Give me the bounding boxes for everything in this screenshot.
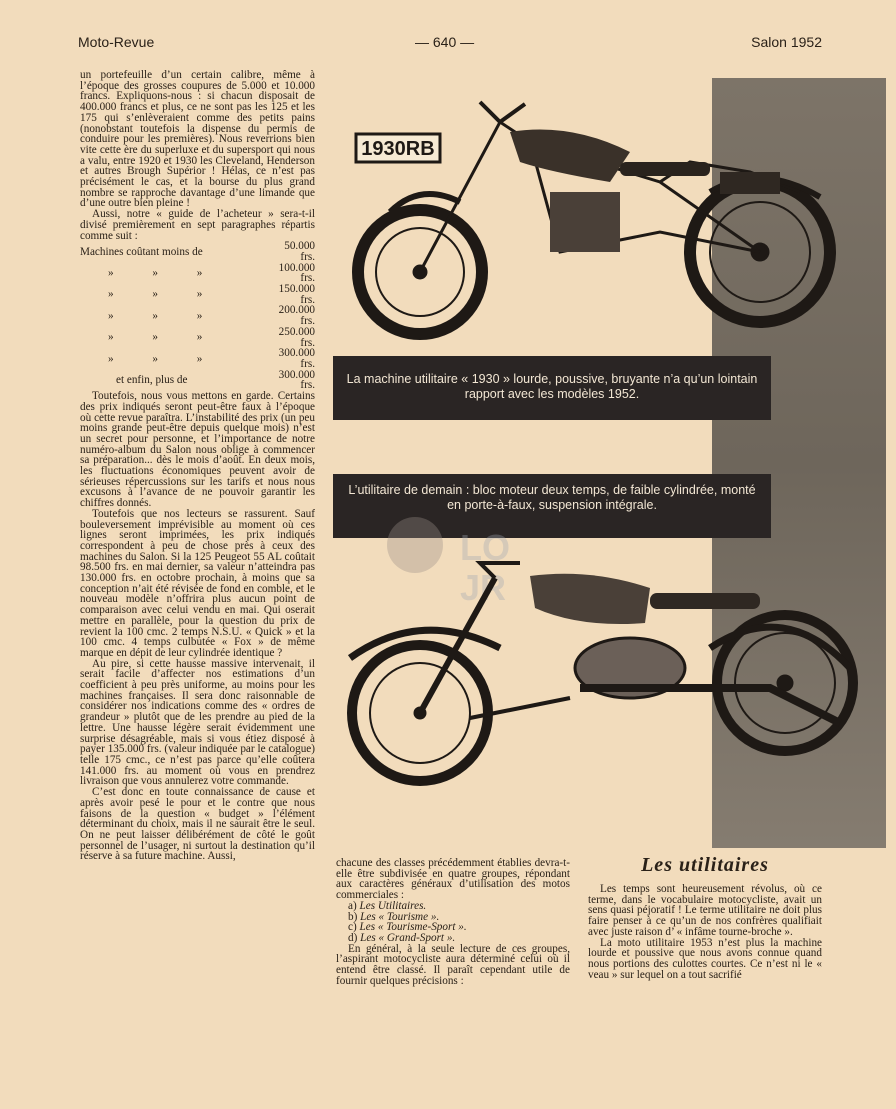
caption-1930-machine: La machine utilitaire « 1930 » lourde, poussive, bruyante n’a qu’un lointain rapport avec les modèles 1952. — [333, 356, 771, 420]
caption-future-utility: L’utilitaire de demain : bloc moteur deux temps, de faible cylindrée, monté en porte-à-faux, suspension intégrale. — [333, 474, 771, 538]
paragraph: Toutefois que nos lecteurs se rassurent. Sauf bouleversement imprévisible au moment où ces lignes seront imprimées, les prix indiqués correspondent à peu de chose près à ceux des machines du Salon. Si la 125 Peugeot 55 AL coûtait 98.500 frs. en mai dernier, sa valeur n’atteindra pas 130.000 frs. en octobre prochain, à moins que sa conception n’ait été révisée de fond en comble, et le nouveau modèle n’offrira plus aucun point de comparaison avec celui vendu en mai. Qui oserait mettre en parallèle, pour la question du prix de revient la 100 cmc. 2 temps N.S.U. « Quick » et la 100 cmc. 4 temps culbutée « Fox » de même marque en dépit de leur cylindrée identique ? — [80, 507, 315, 659]
paragraph: En général, à la seule lecture de ces groupes, l’aspirant motocycliste aura déterminé celui où il entend être classé. Il paraît cependant utile de fournir quelques précisions : — [336, 942, 570, 987]
svg-text:JR: JR — [460, 567, 507, 608]
middle-column — [336, 858, 570, 986]
paragraph: Les temps sont heureusement révolus, où ce terme, dans le vocabulaire motocycliste, avait un sens quasi péjoratif ! Le terme utilitaire ne doit plus faire penser à ce qu’un de nos confrères qualifiait avec juste raison d’ « infâme tourne-broche ». — [588, 883, 822, 938]
list-letter: b) — [348, 910, 358, 923]
paragraph: Aussi, notre « guide de l’acheteur » sera-t-il divisé premièrement en sept paragraphes répartis comme suit : — [80, 208, 315, 242]
price-row — [80, 370, 315, 391]
price-row — [80, 284, 315, 305]
license-plate-text: 1930RB — [361, 138, 435, 160]
left-column — [80, 70, 315, 862]
list-text: Les « Tourisme-Sport ». — [359, 921, 467, 934]
list-letter: a) — [348, 899, 357, 912]
list-text: Les « Grand-Sport ». — [360, 931, 456, 944]
paragraph: C’est donc en toute connaissance de cause et après avoir pesé le pour et le contre que nous faisons de la question « budget » l’élément déterminant du choix, mais il ne saurait être le seul. On ne peut laisser délibérément de côté le goût personnel de l’usager, ni surtout la destination qu’il réserve à sa future machine. Aussi, — [80, 786, 315, 863]
price-row — [80, 348, 315, 369]
section-title: Les utilitaires — [641, 854, 769, 876]
issue-name: Salon 1952 — [751, 34, 822, 50]
page-number: — 640 — — [415, 34, 475, 50]
paragraph: Au pire, si cette hausse massive intervenait, il serait facile d’affecter nos estimations d’un coefficient à peu près uniforme, au moins pour les machines françaises. Il sera donc raisonnable de considérer nos indications comme des « ordres de grandeur » plutôt que de les prendre au pied de la lettre. Une hausse légère serait évidemment une surprise désagréable, mais si vous étiez disposé à payer 135.000 frs. (valeur indiquée par le catalogue) telle 175 cmc., ce n’est pas parce qu’elle coûtera 141.000 frs. au moment où vous en prendrez livraison que vous annulerez votre commande. — [80, 657, 315, 788]
price-label: Machines coûtant moins de — [80, 245, 203, 258]
list-letter: c) — [348, 921, 357, 934]
price-value: 300.000 frs. — [278, 368, 315, 392]
magazine-name: Moto-Revue — [78, 34, 155, 50]
svg-text:LO: LO — [460, 527, 510, 568]
price-value: 150.000 frs. — [278, 283, 315, 306]
price-label: » » » — [108, 352, 203, 365]
price-label: et enfin, plus de — [116, 374, 188, 387]
category-list — [336, 901, 570, 944]
price-row — [80, 263, 315, 284]
motorcycle-1930-illustration — [330, 82, 860, 344]
price-row — [80, 327, 315, 348]
paragraph: chacune des classes précédemment établies devra-t-elle être subdivisée en quatre groupes, répondant aux caractères généraux d’utilisation des motos commerciales : — [336, 857, 570, 902]
price-value: 200.000 frs. — [278, 304, 315, 328]
price-row — [80, 241, 315, 262]
list-text: Les Utilitaires. — [359, 899, 427, 912]
price-table — [80, 241, 315, 391]
price-label: » » » — [108, 288, 203, 301]
list-text: Les « Tourisme ». — [360, 910, 440, 923]
page-header — [78, 34, 822, 54]
price-label: » » » — [108, 331, 203, 344]
price-value: 50.000 frs. — [284, 240, 315, 263]
price-value: 300.000 frs. — [278, 347, 315, 370]
price-label: » » » — [108, 309, 203, 322]
right-column — [588, 884, 822, 980]
list-letter: d) — [348, 931, 358, 944]
paragraph: La moto utilitaire 1953 n’est plus la machine lourde et poussive que nous avons connue quand nous portions des culottes courtes. Ce n’est ni le « veau » sur lequel on a tout sacrifié — [588, 936, 822, 981]
paragraph: un portefeuille d’un certain calibre, même à l’époque des grosses coupures de 5.000 et 10.000 francs. Expliquons-nous : si chacun disposait de 400.000 francs et plus, ce ne sont pas les 125 et les 175 qui s’enlèveraient comme des petits pains (nonobstant toutefois la dispense du permis de conduire pour les premières). Nous reverrions bien vite cette ère du superluxe et du supersport qui nous a valu, entre 1920 et 1930 les Cleveland, Henderson et autres Brough Supérior ! Hélas, ce n’est pas précisément le cas, et la bourse du plus grand nombre se rapproche davantage d’une limande que d’une outre bien pleine ! — [80, 69, 315, 210]
price-row — [80, 305, 315, 326]
price-value: 250.000 frs. — [278, 325, 315, 349]
price-value: 100.000 frs. — [278, 261, 315, 285]
paragraph: Toutefois, nous vous mettons en garde. Certains des prix indiqués seront peut-être faux à l’époque où cette revue paraîtra. L’instabilité des prix (un peu moins grande peut-être depuis quelque mois) n’est un secret pour personne, et l’importance de notre numéro-album du Salon nous oblige à commencer sa préparation... dès le mois d’août. En deux mois, les fluctuations économiques peuvent avoir de sérieuses répercussions sur les tarifs et nous nous excusons à l’avance de ne pouvoir garantir les chiffres donnés. — [80, 390, 315, 510]
motorcycle-future-illustration — [330, 548, 870, 798]
price-label: » » » — [108, 267, 203, 279]
